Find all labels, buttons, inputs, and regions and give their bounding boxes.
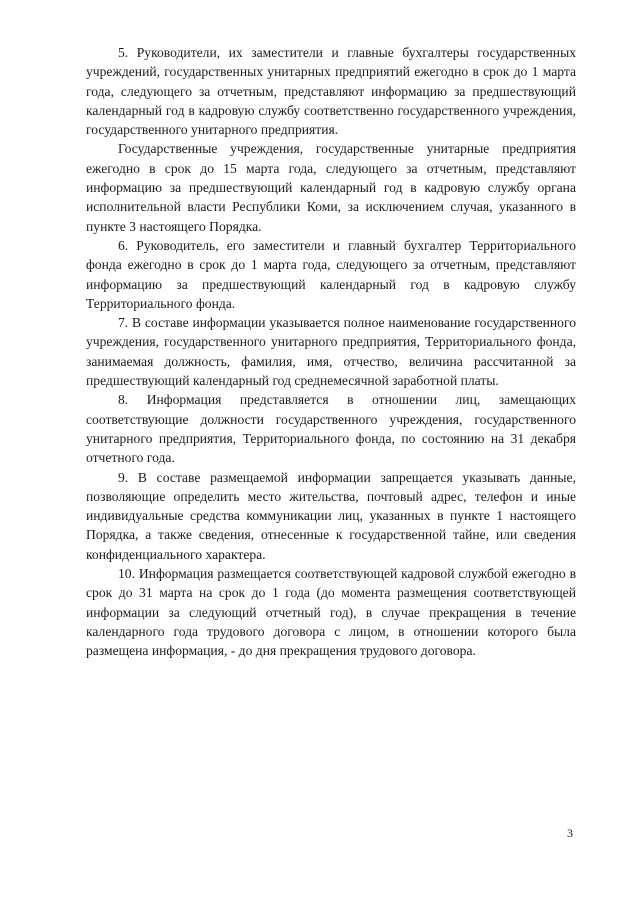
paragraph-5-continuation: Государственные учреждения, государственные унитарные предприятия ежегодно в срок до 15 марта года, следующего за отчетным, представляют информацию за предшествующий календарный год в кадровую службу органа исполнительной власти Республики Коми, за исключением случая, указанного в пункте 3 настоящего Порядка.	[86, 141, 576, 234]
document-body	[86, 43, 576, 661]
paragraph-10: 10. Информация размещается соответствующей кадровой службой ежегодно в срок до 31 марта на срок до 1 года (до момента размещения соответствующей информации за следующий отчетный год), в случае прекращения в течение календарного года трудового договора с лицом, в отношении которого была размещена информация, - до дня прекращения трудового договора.	[86, 566, 576, 659]
paragraph-5: 5. Руководители, их заместители и главные бухгалтеры государственных учреждений, государственных унитарных предприятий ежегодно в срок до 1 марта года, следующего за отчетным, представляют информацию за предшествующий календарный год в кадровую службу соответственно государственного учреждения, государственного унитарного предприятия.	[86, 45, 576, 138]
paragraph-8: 8. Информация представляется в отношении лиц, замещающих соответствующие должности государственного учреждения, государственного унитарного предприятия, Территориального фонда, по состоянию на 31 декабря отчетного года.	[86, 392, 576, 466]
paragraph-9: 9. В составе размещаемой информации запрещается указывать данные, позволяющие определить место жительства, почтовый адрес, телефон и иные индивидуальные средства коммуникации лиц, указанных в пункте 1 настоящего Порядка, а также сведения, отнесенные к государственной тайне, или сведения конфиденциального характера.	[86, 469, 576, 562]
page-number: 3	[567, 826, 573, 840]
paragraph-7: 7. В составе информации указывается полное наименование государственного учреждения, государственного унитарного предприятия, Территориального фонда, занимаемая должность, фамилия, имя, отчество, величина рассчитанной за предшествующий календарный год среднемесячной заработной платы.	[86, 315, 576, 389]
paragraph-6: 6. Руководитель, его заместители и главный бухгалтер Территориального фонда ежегодно в срок до 1 марта года, следующего за отчетным, представляют информацию за предшествующий календарный год в кадровую службу Территориального фонда.	[86, 237, 576, 311]
